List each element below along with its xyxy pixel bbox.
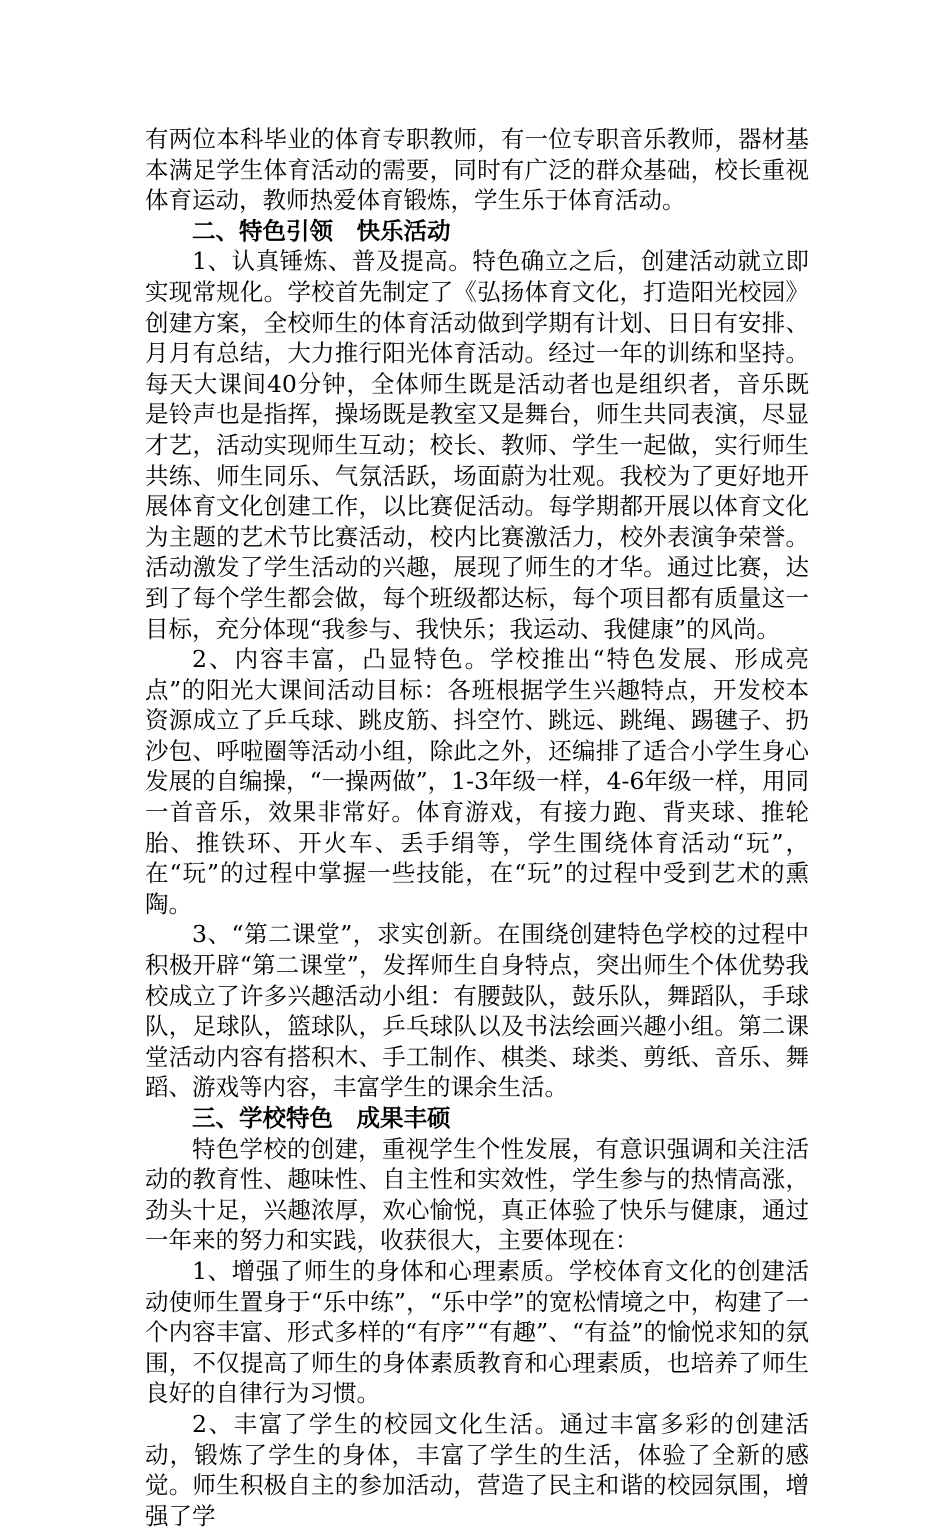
paragraph-3-1: 1、增强了师生的身体和心理素质。学校体育文化的创建活动使师生置身于“乐中练”，“乐中学”的宽松情境之中，构建了一个内容丰富、形式多样的“有序”“有趣”、“有益”的愉悦求知的氛围，不仅提高了师生的身体素质教育和心理素质，也培养了师生良好的自律行为习惯。: [145, 1256, 809, 1408]
paragraph-intro: 有两位本科毕业的体育专职教师，有一位专职音乐教师，器材基本满足学生体育活动的需要，同时有广泛的群众基础，校长重视体育运动，教师热爱体育锻炼，学生乐于体育活动。: [145, 125, 809, 215]
document-page: [145, 124, 809, 1531]
paragraph-2-3: 3、“第二课堂”，求实创新。在围绕创建特色学校的过程中积极开辟“第二课堂”，发挥师生自身特点，突出师生个体优势我校成立了许多兴趣活动小组：有腰鼓队，鼓乐队，舞蹈队，手球队，足球队，篮球队，乒乓球队以及书法绘画兴趣小组。第二课堂活动内容有搭积木、手工制作、棋类、球类、剪纸、音乐、舞蹈、游戏等内容，丰富学生的课余生活。: [145, 920, 809, 1102]
paragraph-3-2: 2、丰富了学生的校园文化生活。通过丰富多彩的创建活动，锻炼了学生的身体，丰富了学生的生活，体验了全新的感觉。师生积极自主的参加活动，营造了民主和谐的校园氛围，增强了学: [145, 1409, 809, 1530]
paragraph-2-2: 2、内容丰富，凸显特色。学校推出“特色发展、形成亮点”的阳光大课间活动目标：各班根据学生兴趣特点，开发校本资源成立了乒乓球、跳皮筋、抖空竹、跳远、跳绳、踢毽子、扔沙包、呼啦圈等活动小组，除此之外，还编排了适合小学生身心发展的自编操，“一操两做”，1-3年级一样，4-6年级一样，用同一首音乐，效果非常好。体育游戏，有接力跑、背夹球、推轮胎、推铁环、开火车、丢手绢等，学生围绕体育活动“玩”，在“玩”的过程中掌握一些技能，在“玩”的过程中受到艺术的熏陶。: [145, 645, 809, 918]
section-heading-2: 二、特色引领 快乐活动: [192, 216, 451, 245]
section-heading-3: 三、学校特色 成果丰硕: [192, 1104, 451, 1132]
paragraph-3-intro: 特色学校的创建，重视学生个性发展，有意识强调和关注活动的教育性、趣味性、自主性和实效性，学生参与的热情高涨，劲头十足，兴趣浓厚，欢心愉悦，真正体验了快乐与健康，通过一年来的努力和实践，收获很大，主要体现在：: [145, 1134, 809, 1255]
paragraph-2-1: 1、认真锤炼、普及提高。特色确立之后，创建活动就立即实现常规化。学校首先制定了《弘扬体育文化，打造阳光校园》创建方案，全校师生的体育活动做到学期有计划、日日有安排、月月有总结，大力推行阳光体育活动。经过一年的训练和坚持。每天大课间40分钟，全体师生既是活动者也是组织者，音乐既是铃声也是指挥，操场既是教室又是舞台，师生共同表演，尽显才艺，活动实现师生互动；校长、教师、学生一起做，实行师生共练、师生同乐、气氛活跃，场面蔚为壮观。我校为了更好地开展体育文化创建工作，以比赛促活动。每学期都开展以体育文化为主题的艺术节比赛活动，校内比赛激活力，校外表演争荣誉。活动激发了学生活动的兴趣，展现了师生的才华。通过比赛，达到了每个学生都会做，每个班级都达标，每个项目都有质量这一目标，充分体现“我参与、我快乐；我运动、我健康”的风尚。: [145, 247, 809, 643]
